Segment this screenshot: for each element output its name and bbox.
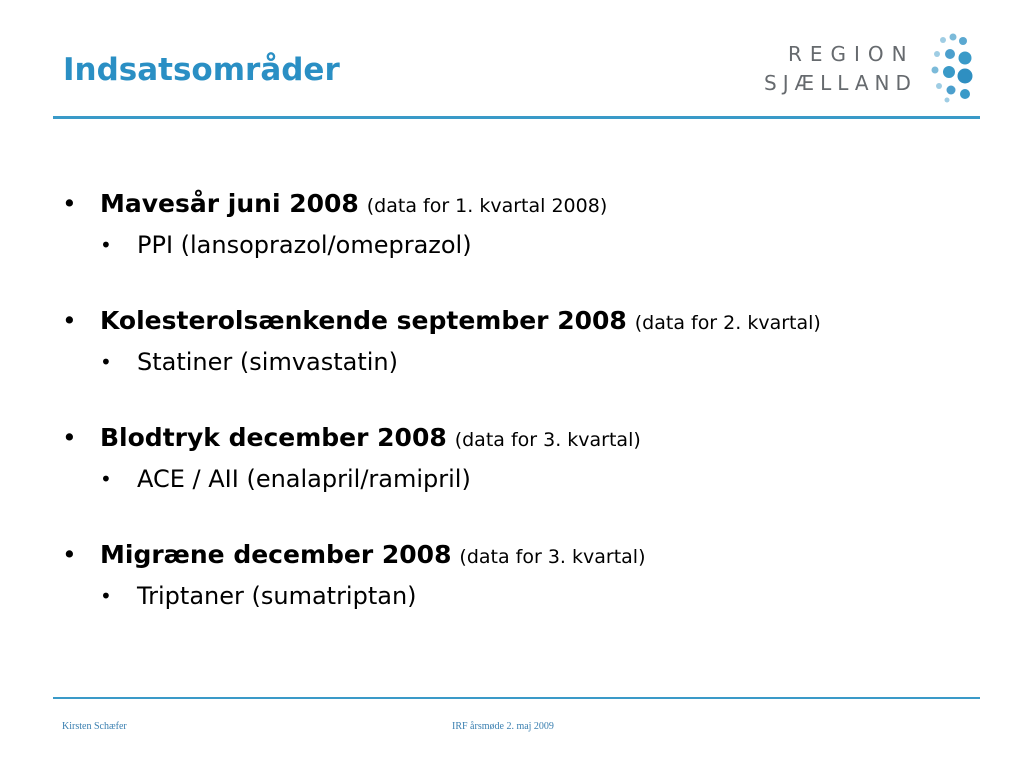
logo-text-region: REGION	[788, 42, 915, 66]
footer-author: Kirsten Schæfer	[62, 721, 127, 732]
list-item	[62, 185, 821, 262]
logo-dots-icon	[925, 30, 981, 105]
bullet-icon: •	[62, 306, 77, 335]
sub-bullet-icon: •	[100, 584, 112, 608]
item-heading: Mavesår juni 2008	[100, 189, 359, 218]
item-sub: ACE / AII (enalapril/ramipril)	[137, 465, 471, 493]
item-heading: Kolesterolsænkende september 2008	[100, 306, 627, 335]
item-heading: Blodtryk december 2008	[100, 423, 447, 452]
sub-bullet-icon: •	[100, 350, 112, 374]
item-sub: Statiner (simvastatin)	[137, 348, 398, 376]
bullet-list	[62, 185, 821, 653]
region-sjaelland-logo	[762, 30, 982, 105]
bullet-icon: •	[62, 189, 77, 218]
item-sub: PPI (lansoprazol/omeprazol)	[137, 231, 472, 259]
list-item	[62, 302, 821, 379]
item-note: (data for 1. kvartal 2008)	[366, 195, 608, 217]
sub-bullet-icon: •	[100, 233, 112, 257]
header-divider	[53, 116, 980, 119]
item-heading: Migræne december 2008	[100, 540, 452, 569]
sub-bullet-icon: •	[100, 467, 112, 491]
list-item	[62, 419, 821, 496]
logo-text-sjaelland: SJÆLLAND	[764, 71, 917, 95]
bullet-icon: •	[62, 540, 77, 569]
item-note: (data for 2. kvartal)	[634, 312, 821, 334]
item-note: (data for 3. kvartal)	[459, 546, 646, 568]
footer-divider	[53, 697, 980, 699]
bullet-icon: •	[62, 423, 77, 452]
item-sub: Triptaner (sumatriptan)	[137, 582, 417, 610]
slide-title: Indsatsområder	[63, 52, 340, 88]
list-item	[62, 536, 821, 613]
footer-event: IRF årsmøde 2. maj 2009	[452, 721, 554, 732]
item-note: (data for 3. kvartal)	[454, 429, 641, 451]
